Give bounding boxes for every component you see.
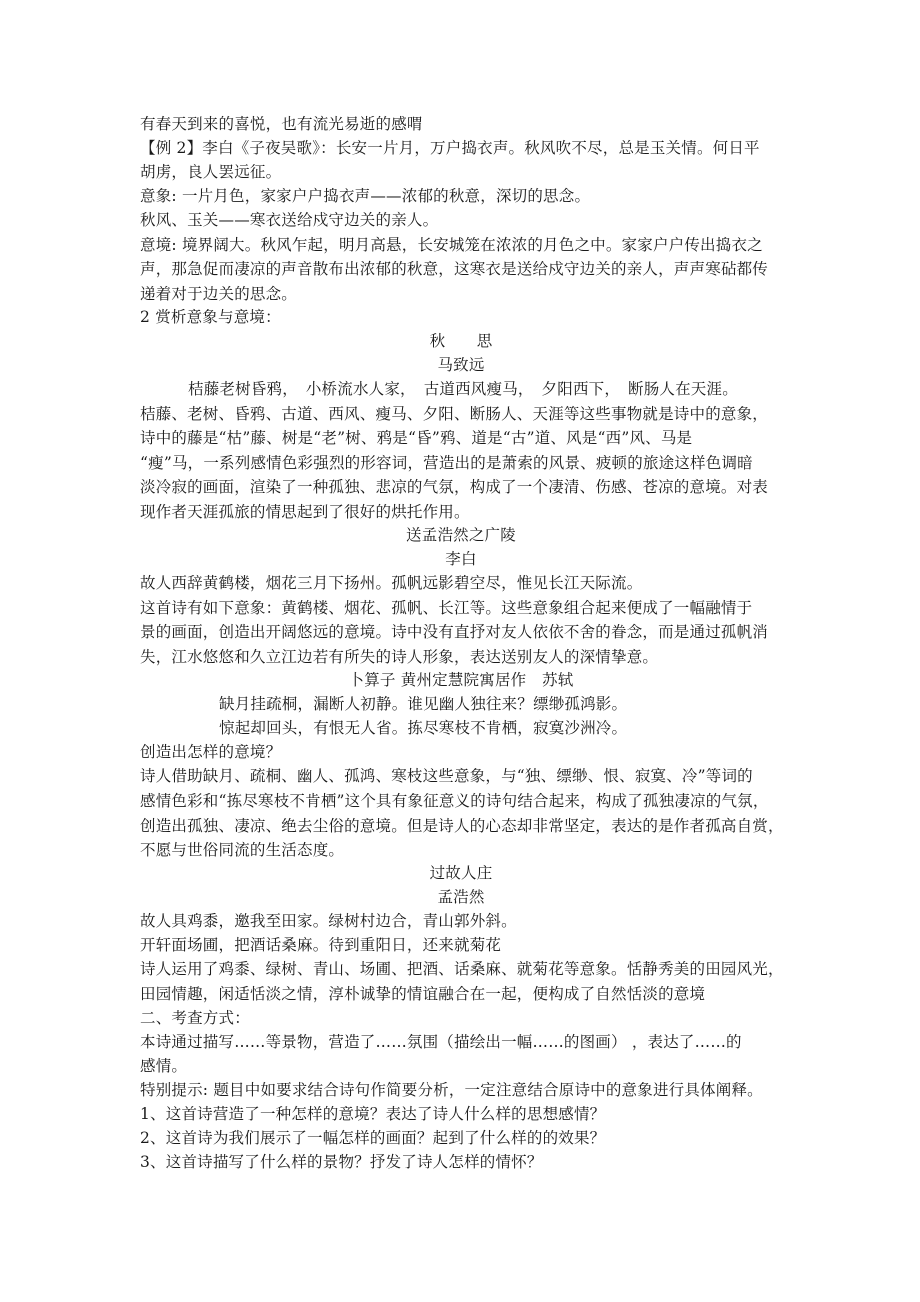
- realm-line: 递着对于边关的思念。: [140, 285, 298, 303]
- poem-text: 故人具鸡黍，邀我至田家。绿树村边合，青山郭外斜。: [140, 912, 517, 930]
- analysis-line: 创造出孤独、凄凉、绝去尘俗的意境。但是诗人的心态却非常坚定，表达的是作者孤高自赏，: [140, 817, 784, 835]
- poem-text: 故人西辞黄鹤楼，烟花三月下扬州。孤帆远影碧空尽，惟见长江天际流。: [140, 574, 643, 592]
- analysis-line: 诗人运用了鸡黍、绿树、青山、场圃、把酒、话桑麻、就菊花等意象。恬静秀美的田园风光，: [140, 960, 784, 978]
- analysis-line: 现作者天涯孤旅的情思起到了很好的烘托作用。: [140, 503, 470, 521]
- poem-text: 桔藤老树昏鸦， 小桥流水人家， 古道西风瘦马， 夕阳西下， 断肠人在天涯。: [188, 380, 738, 398]
- analysis-line: 淡冷寂的画面，渲染了一种孤独、悲凉的气氛，构成了一个凄清、伤感、苍凉的意境。对表: [140, 478, 769, 496]
- example2-line: 【例 2】李白《子夜吴歌》：长安一片月，万户捣衣声。秋风吹不尽，总是玉关情。何日平: [140, 139, 760, 157]
- analysis-line: 感情色彩和“拣尽寒枝不肯栖”这个具有象征意义的诗句结合起来，构成了孤独凄凉的气氛，: [140, 792, 769, 810]
- imagery-line: 意象: 一片月色，家家户户捣衣声——浓郁的秋意，深切的思念。: [140, 187, 591, 205]
- analysis-line: “瘦”马，一系列感情色彩强烈的形容词，营造出的是萧索的风景、疲顿的旅途这样色调暗: [140, 454, 753, 472]
- analysis-line: 失，江水悠悠和久立江边若有所失的诗人形象，表达送别友人的深情挚意。: [140, 648, 659, 666]
- poem-text: 缺月挂疏桐，漏断人初静。谁见幽人独往来？缥缈孤鸿影。: [219, 695, 628, 713]
- analysis-line: 田园情趣，闲适恬淡之情，淳朴诚挚的情谊融合在一起，便构成了自然恬淡的意境: [140, 985, 706, 1003]
- intro-line: 有春天到来的喜悦，也有流光易逝的感喟: [140, 115, 423, 133]
- template-line: 本诗通过描写……等景物，营造了……氛围（描绘出一幅……的图画） ，表达了……的: [140, 1033, 742, 1051]
- question-line: 3、这首诗描写了什么样的景物？抒发了诗人怎样的情怀？: [140, 1153, 543, 1171]
- poem-title: 过故人庄: [429, 864, 493, 882]
- analysis-line: 诗人借助缺月、疏桐、幽人、孤鸿、寒枝这些意象，与“独、缥缈、恨、寂寞、冷”等词的: [140, 767, 753, 785]
- realm-line: 意境: 境界阔大。秋风乍起，明月高悬，长安城笼在浓浓的月色之中。家家户户传出捣衣之: [140, 236, 763, 254]
- poem-title: 秋 思: [429, 332, 493, 350]
- question-line: 2、这首诗为我们展示了一幅怎样的画面？起到了什么样的的效果？: [140, 1129, 606, 1147]
- analysis-line: 景的画面，创造出开阔悠远的意境。诗中没有直抒对友人依依不舍的眷念，而是通过孤帆消: [140, 623, 769, 641]
- tip-line: 特别提示: 题目中如要求结合诗句作简要分析，一定注意结合原诗中的意象进行具体阐释。: [140, 1081, 763, 1099]
- example2-line: 胡虏，良人罢远征。: [140, 163, 282, 181]
- imagery-line: 秋风、玉关——寒衣送给戍守边关的亲人。: [140, 211, 439, 229]
- section-heading: 二、考查方式：: [140, 1009, 250, 1027]
- section-heading: 2 赏析意象与意境：: [140, 308, 281, 326]
- template-line: 感情。: [140, 1057, 188, 1075]
- poem-title: 送孟浩然之广陵: [406, 526, 516, 544]
- poem-text: 开轩面场圃，把酒话桑麻。待到重阳日，还来就菊花: [140, 936, 502, 954]
- poem-title: 卜算子 黄州定慧院寓居作 苏轼: [348, 671, 574, 689]
- poem-author: 孟浩然: [437, 888, 485, 906]
- poem-author: 马致远: [437, 356, 485, 374]
- realm-line: 声，那急促而凄凉的声音散布出浓郁的秋意，这寒衣是送给戍守边关的亲人，声声寒砧都传: [140, 260, 769, 278]
- poem-author: 李白: [445, 550, 477, 568]
- question-line: 1、这首诗营造了一种怎样的意境？表达了诗人什么样的思想感情？: [140, 1105, 606, 1123]
- analysis-line: 不愿与世俗同流的生活态度。: [140, 841, 345, 859]
- question-line: 创造出怎样的意境？: [140, 743, 282, 761]
- analysis-line: 桔藤、老树、昏鸦、古道、西风、瘦马、夕阳、断肠人、天涯等这些事物就是诗中的意象，: [140, 405, 769, 423]
- analysis-line: 这首诗有如下意象：黄鹤楼、烟花、孤帆、长江等。这些意象组合起来便成了一幅融情于: [140, 599, 753, 617]
- poem-text: 惊起却回头，有恨无人省。拣尽寒枝不肯栖，寂寞沙洲冷。: [219, 719, 628, 737]
- analysis-line: 诗中的藤是“枯”藤、树是“老”树、鸦是“昏”鸦、道是“古”道、风是“西”风、马是: [140, 429, 693, 447]
